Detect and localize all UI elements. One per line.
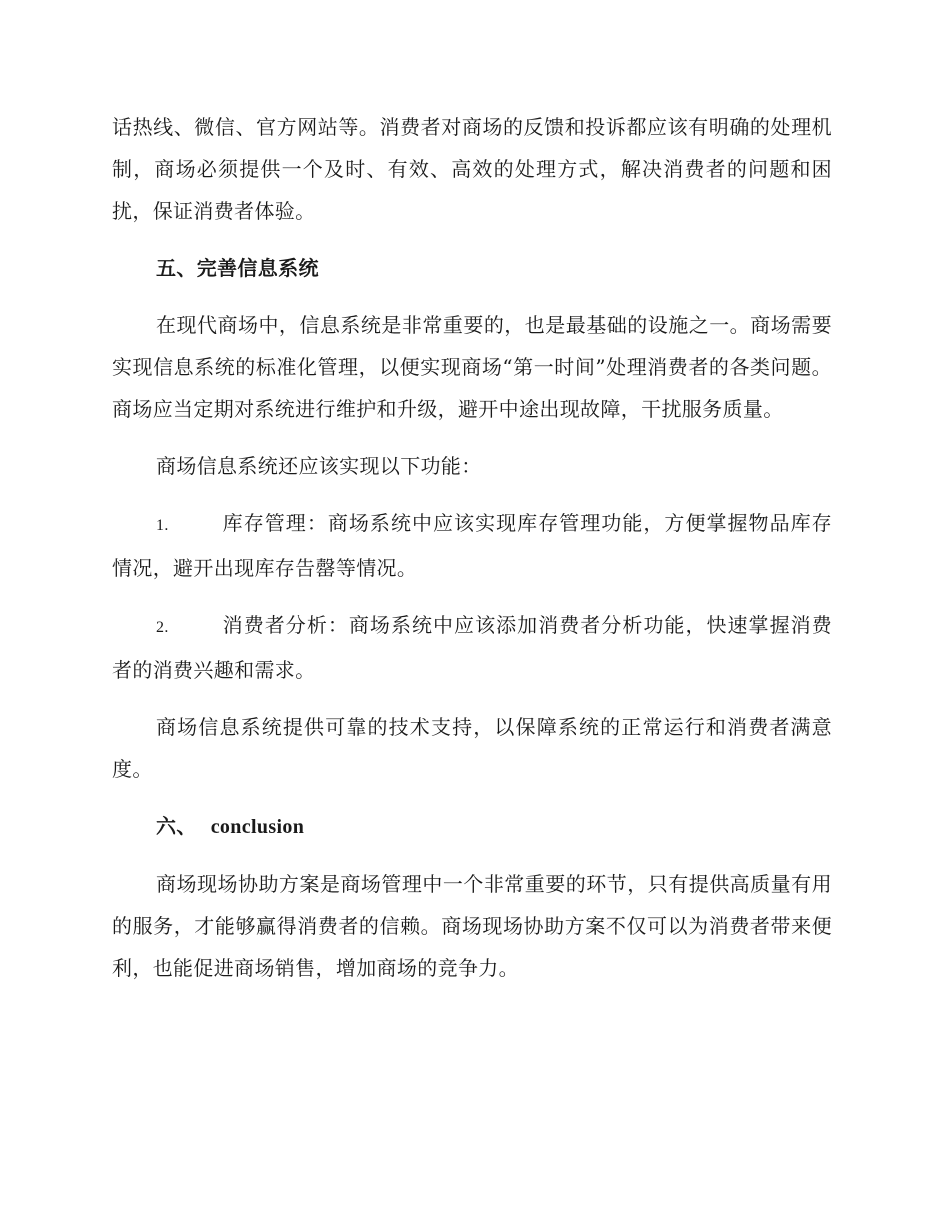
list-item — [112, 502, 832, 589]
heading-prefix: 六、 — [156, 814, 197, 838]
section-heading-6 — [112, 805, 832, 848]
list-number: 1. — [156, 517, 169, 534]
paragraph-functions-intro: 商场信息系统还应该实现以下功能： — [156, 454, 482, 478]
document-page — [112, 106, 832, 1004]
list-item-text: 消费者分析：商场系统中应该添加消费者分析功能，快速掌握消费者的消费兴趣和需求。 — [112, 613, 832, 682]
paragraph-continuation: 话热线、微信、官方网站等。消费者对商场的反馈和投诉都应该有明确的处理机制，商场必须提供一个及时、有效、高效的处理方式，解决消费者的问题和困扰，保证消费者体验。 — [112, 115, 832, 223]
paragraph-tech-support: 商场信息系统提供可靠的技术支持，以保障系统的正常运行和消费者满意度。 — [112, 715, 832, 781]
paragraph-conclusion: 商场现场协助方案是商场管理中一个非常重要的环节，只有提供高质量有用的服务，才能够赢得消费者的信赖。商场现场协助方案不仅可以为消费者带来便利，也能促进商场销售，增加商场的竞争力。 — [112, 872, 832, 980]
list-number: 2. — [156, 619, 169, 636]
heading-text: conclusion — [210, 816, 305, 838]
section-heading-5: 五、完善信息系统 — [156, 256, 319, 280]
list-item — [112, 604, 832, 691]
list-item-text: 库存管理：商场系统中应该实现库存管理功能，方便掌握物品库存情况，避开出现库存告罄等情况。 — [112, 511, 832, 580]
paragraph-info-system: 在现代商场中，信息系统是非常重要的，也是最基础的设施之一。商场需要实现信息系统的标准化管理，以便实现商场“第一时间”处理消费者的各类问题。商场应当定期对系统进行维护和升级，避开中途出现故障，干扰服务质量。 — [112, 313, 832, 421]
